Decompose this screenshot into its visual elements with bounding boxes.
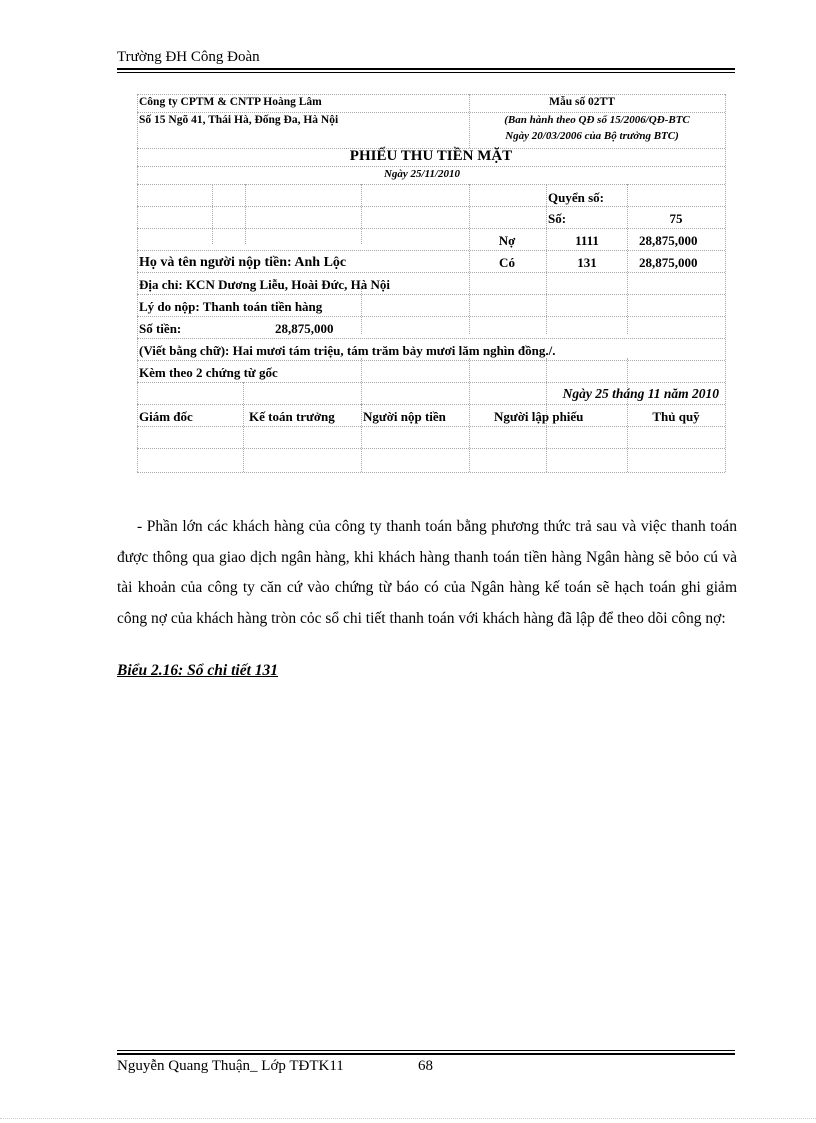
decree-line-1: (Ban hành theo QĐ số 15/2006/QĐ-BTC — [504, 114, 690, 126]
debit-account: 1111 — [575, 233, 599, 248]
grid-line — [137, 316, 725, 317]
attachments: Kèm theo 2 chứng từ gốc — [139, 365, 278, 380]
debit-amount: 28,875,000 — [639, 233, 698, 248]
page-edge — [0, 1118, 816, 1119]
header-rule — [117, 68, 735, 70]
grid-line — [137, 472, 725, 473]
grid-line — [137, 272, 725, 273]
payer-address: Địa chỉ: KCN Dương Liễu, Hoài Đức, Hà Nội — [139, 277, 391, 292]
grid-line — [137, 448, 725, 449]
book-label: Quyển số: — [548, 190, 604, 205]
receipt-title: PHIẾU THU TIỀN MẶT — [349, 148, 513, 164]
signature-payer: Người nộp tiền — [363, 409, 446, 424]
page-number: 68 — [418, 1058, 433, 1074]
company-name: Công ty CPTM & CNTP Hoàng Lâm — [139, 96, 322, 108]
number-label: Số: — [548, 211, 567, 226]
grid-line — [243, 382, 244, 472]
grid-line — [245, 184, 246, 244]
amount-label: Số tiền: — [139, 321, 182, 336]
signing-date: Ngày 25 tháng 11 năm 2010 — [562, 386, 719, 401]
decree-line-2: Ngày 20/03/2006 của Bộ trưởng BTC) — [505, 130, 679, 142]
signature-chief-accountant: Kế toán trưởng — [249, 409, 335, 424]
grid-line — [137, 338, 725, 339]
number-value: 75 — [669, 211, 683, 226]
company-address: Số 15 Ngõ 41, Thái Hà, Đống Đa, Hà Nội — [139, 114, 339, 126]
grid-line — [137, 206, 725, 207]
grid-line — [137, 94, 725, 95]
grid-line — [137, 382, 725, 383]
header-rule-thin — [117, 72, 735, 73]
grid-line — [137, 250, 725, 251]
grid-line — [469, 94, 470, 148]
footer-author: Nguyễn Quang Thuận_ Lớp TĐTK11 — [117, 1058, 344, 1074]
grid-line — [137, 166, 725, 167]
grid-line — [212, 184, 213, 244]
amount-in-words: (Viết bằng chữ): Hai mươi tám triệu, tám trăm bảy mươi lăm nghìn đồng./. — [139, 343, 556, 358]
credit-amount: 28,875,000 — [639, 255, 698, 270]
grid-line — [137, 184, 725, 185]
cash-receipt-form — [137, 94, 725, 472]
grid-line — [137, 426, 725, 427]
receipt-date: Ngày 25/11/2010 — [383, 168, 461, 180]
footer-rule — [117, 1053, 735, 1055]
form-number: Mẫu số 02TT — [549, 96, 615, 108]
amount-value: 28,875,000 — [275, 321, 334, 336]
grid-line — [469, 358, 470, 472]
grid-line — [725, 94, 726, 472]
grid-line — [137, 404, 725, 405]
signature-preparer: Người lập phiếu — [494, 409, 584, 424]
signature-director: Giám đốc — [139, 409, 193, 424]
grid-line — [361, 358, 362, 404]
grid-line — [361, 404, 362, 472]
credit-account: 131 — [577, 255, 597, 270]
payment-reason: Lý do nộp: Thanh toán tiền hàng — [139, 299, 323, 314]
debit-label: Nợ — [498, 233, 516, 248]
grid-line — [627, 358, 628, 472]
body-paragraph: - Phần lớn các khách hàng của công ty thanh toán bằng phương thức trả sau và việc thanh toán được thông qua giao dịch ngân hàng, khi khách hàng thanh toán tiền hàng Ngân hàng sẽ bỏo cú và tài khoản của công ty căn cứ vào chứng từ báo có của Ngân hàng kế toán sẽ hạch toán ghi giảm công nợ của khách hàng tròn cỏc sổ chi tiết thanh toán với khách hàng đã lập để theo dõi công nợ: — [117, 518, 737, 627]
grid-line — [137, 360, 725, 361]
grid-line — [137, 294, 725, 295]
running-header: Trường ĐH Công Đoàn — [117, 49, 260, 65]
figure-caption: Biểu 2.16: Sổ chi tiết 131 — [117, 662, 279, 679]
footer-rule-thin — [117, 1050, 735, 1051]
payer-name: Họ và tên người nộp tiền: Anh Lộc — [139, 255, 347, 270]
grid-line — [137, 228, 725, 229]
credit-label: Có — [499, 255, 515, 270]
signature-cashier: Thủ quỹ — [652, 409, 700, 424]
grid-line — [137, 94, 138, 472]
grid-line — [361, 184, 362, 244]
grid-line — [137, 112, 725, 113]
